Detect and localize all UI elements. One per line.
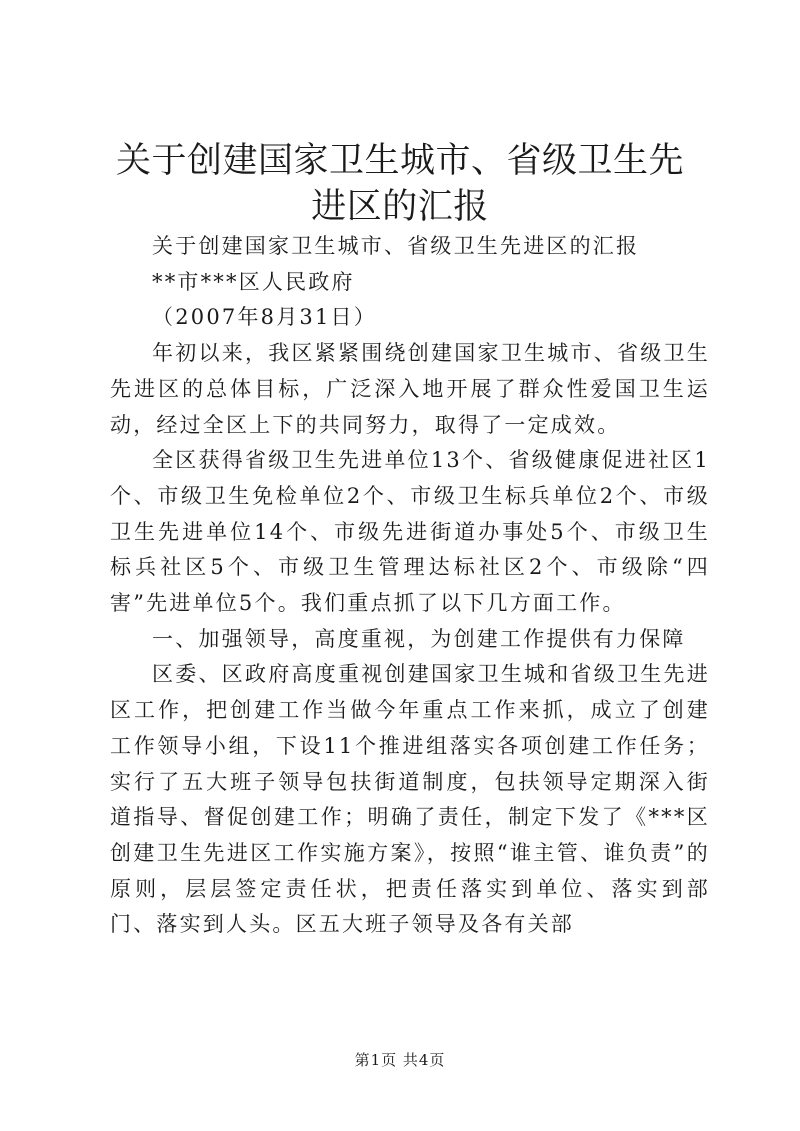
document-title: 关于创建国家卫生城市、省级卫生先进区的汇报: [115, 141, 684, 227]
author-paragraph: **市***区人民政府: [152, 269, 355, 294]
section-heading-1: 一、加强领导，高度重视，为创建工作提供有力保障: [152, 626, 686, 651]
page-footer: 第1页 共4页: [354, 1051, 446, 1069]
section-1-paragraph: 区委、区政府高度重视创建国家卫生城和省级卫生先进区工作，把创建工作当做今年重点工作来抓，成立了创建工作领导小组，下设11个推进组落实各项创建工作任务；实行了五大班子领导包扶街道制度，包扶领导定期深入街道指导、督促创建工作；明确了责任，制定下发了《***区创建卫生先进区工作实施方案》，按照“谁主管、谁负责”的原则，层层签定责任状，把责任落实到单位、落实到部门、落实到人头。区五大班子领导及各有关部: [110, 662, 710, 937]
date-paragraph: （2007年8月31日）: [152, 305, 377, 330]
subtitle-paragraph: 关于创建国家卫生城市、省级卫生先进区的汇报: [152, 234, 640, 258]
intro-paragraph: 年初以来，我区紧紧围绕创建国家卫生城市、省级卫生先进区的总体目标，广泛深入地开展了群众性爱国卫生运动，经过全区上下的共同努力，取得了一定成效。: [110, 341, 710, 437]
achievements-paragraph: 全区获得省级卫生先进单位13个、省级健康促进社区1个、市级卫生免检单位2个、市级卫生标兵单位2个、市级卫生先进单位14个、市级先进街道办事处5个、市级卫生标兵社区5个、市级卫生管理达标社区2个、市级除“四害”先进单位5个。我们重点抓了以下几方面工作。: [110, 448, 710, 616]
document-body: [110, 229, 710, 943]
